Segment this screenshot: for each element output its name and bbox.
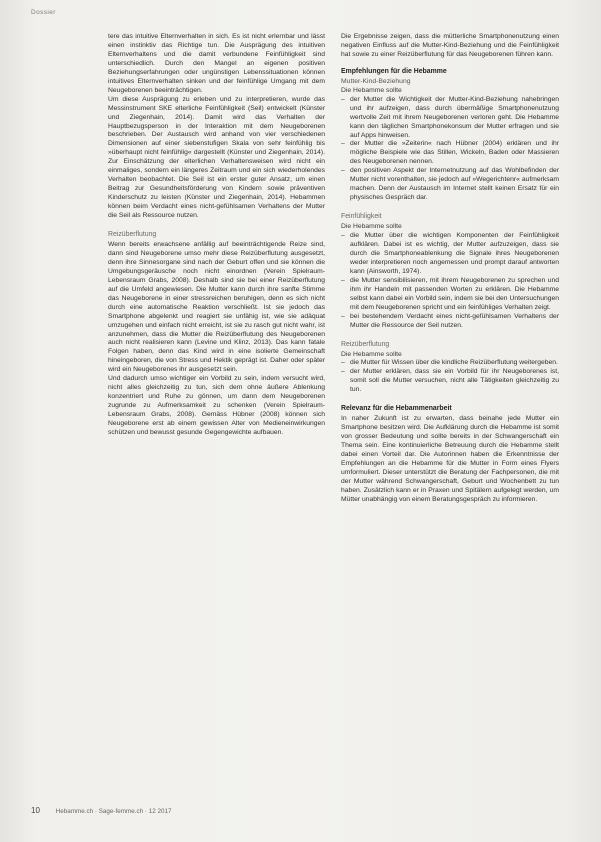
body-paragraph: Um diese Ausprägung zu erleben und zu interpretieren, wurde das Messinstrument SKE elterliche Feinfühligkeit (Seil) entwickelt (Künster und Ziegenhain, 2014). Damit wird das Verhalten der Hauptbezugsperson in der Interaktion mit dem Neugeborenen beschrieben. Der Austausch wird anhand von vier verschiedenen Dimensionen auf einer siebenstufigen Skala von sehr feinfühlig bis »überhaupt nicht feinfühlig« dargestellt (Künster und Ziegenhain, 2014). Zur Einschätzung der elterlichen Verhaltensweisen wird nicht ein einmaliges, sondern ein längeres Zeitraum und ein sich wiederholendes Verhalten beobachtet. Die Seil ist ein erster guter Ansatz, um einen Beitrag zur Gesundheitsförderung von Kindern sowie präventiven Kinderschutz zu leisten (Künster und Ziegenhain, 2014). Hebammen können beim Verdacht eines nicht-gefühlsamen Verhaltens der Mutter die Seil als Ressource nutzen. — [108, 95, 325, 220]
relevance-heading: Relevanz für die Hebammenarbeit — [341, 405, 452, 413]
lead-line: Die Hebamme sollte — [341, 223, 402, 231]
list-item: – die Mutter für Wissen über die kindliche Reizüberflutung weitergeben. — [341, 359, 559, 368]
list-item: – die Mutter sensibilisieren, mit ihrem Neugeborenen zu sprechen und ihm ihr Handeln mit passenden Worten zu erklären. Die Hebamme selbst kann dabei ein Vorbild sein, indem sie bei den Untersuchungen mit dem Neugeborenen spricht und ein feinfühliges Verhalten zeigt. — [341, 277, 559, 313]
recommendations-heading: Empfehlungen für die Hebamme — [341, 67, 447, 75]
page-number: 10 — [31, 806, 40, 815]
intro-paragraph: Die Ergebnisse zeigen, dass die mütterliche Smartphonenutzung einen negativen Einfluss auf die Mutter-Kind-Beziehung und die Feinfühligkeit hat sowie zu einer Reizüberflutung für das Neugeborenen führen kann. — [341, 33, 559, 58]
left-column — [108, 33, 325, 438]
body-paragraph: tere das intuitive Elternverhalten in sich. Es ist nicht erlernbar und lässt einen instinktiv das Richtige tun. Die Ausprägung des intuitiven Elternverhaltens und die damit verbundene Feinfühligkeit sind unterschiedlich. Durch den Mangel an eigenen positiven Beziehungserfahrungen oder ungünstigen Lebenssituationen können intuitives Elternverhalten sinken und der feinfühlige Umgang mit dem Neugeborenen beeinträchtigen. — [108, 33, 325, 94]
body-paragraph: Wenn bereits erwachsene anfällig auf beeinträchtigende Reize sind, dann sind Neugeborene umso mehr diese Reizüberflutung ausgesetzt, denn ihre Sinnesorgane sind nach der Geburt offen und sie können die Umgebungsgeräusche noch nicht einordnen (Verein Spielraum-Lebensraum Grabs, 2008). Deshalb sind sie bei einer Reizüberflutung auf die Umfeld angewiesen. Die Mutter kann durch ihre sanfte Stimme das Neugeborene in einer stressreichen beruhigen, denn es sich nicht durch eine automatische Reaktion verschließt. Ist sie jedoch das Smartphone abgelenkt und reagiert sie unfähig ist, wie sie adäquat umzugehen und einfach nicht erreicht, ist sie zu rasch gut nicht wahr, ist anzunehmen, dass die Mutter die Reizüberflutung des Neugeborenen auch nicht realisieren kann (Levine und Klinz, 2013). Das kann fatale Folgen haben, denn das Kind wird in eine isolierte Gemeinschaft hineingeboren, die von Stress und Hektik geprägt ist. Daher oder später wird ein Neugeborenes ihr ausgesetzt sein. — [108, 240, 325, 374]
publication-line: Hebamme.ch · Sage-femme.ch · 12 2017 — [55, 808, 172, 815]
list-item: – bei bestehendem Verdacht eines nicht-gefühlsamen Verhaltens der Mutter die Ressource der Seil nutzen. — [341, 313, 559, 331]
section-label: Dossier — [31, 9, 56, 16]
list-item: – der Mutter erklären, dass sie ein Vorbild für ihr Neugeborenes ist, somit soll die Mutter versuchen, nicht alle Tätigkeiten gleichzeitig zu tun. — [341, 368, 559, 395]
subheading-reizueberflutung: Reizüberflutung — [108, 231, 157, 239]
lead-line: Die Hebamme sollte — [341, 86, 402, 94]
list-item: – der Mutter die »Zeiterin« nach Hübner (2004) erklären und ihr mögliche Beispiele wie das Stillen, Wickeln, Baden oder Massieren des Neugeborenen nennen. — [341, 140, 559, 167]
recommendation-list — [341, 232, 559, 330]
subheading-mutter-kind: Mutter-Kind-Beziehung — [341, 77, 411, 85]
recommendation-list — [341, 359, 559, 395]
list-item: – der Mutter die Wichtigkeit der Mutter-Kind-Beziehung nahebringen und ihr aufzeigen, dass durch übermäßige Smartphonenutzung wertvolle Zeit mit ihrem Neugeborenen verloren geht. Die Hebamme kann den täglichen Smartphonekonsum der Mutter erfragen und sie auf Apps hinweisen. — [341, 96, 559, 141]
right-column — [341, 33, 559, 505]
list-item: – den positiven Aspekt der Internetnutzung auf das Wohlbefinden der Mutter nicht vorenthalten, sie jedoch auf »Wegerichtenr« aufmerksam machen. Denn der Austausch im Internet stellt keinen Ersatz für ein physisches Gespräch dar. — [341, 167, 559, 203]
body-paragraph: Und dadurch umso wichtiger ein Vorbild zu sein, indem versucht wird, nicht alles gleichzeitig zu tun, sich dem ohne äußere Ablenkung konzentriert und Ruhe zu gönnen, um dann dem Neugeborenen zugrunde zu Aufmerksamkeit zu schenken (Verein Spielraum-Lebensraum Grabs, 2008). Gemäss Hübner (2008) können sich Neugeborene erst ab einem gewissen Alter von Medieneinwirkungen schützen und bewusst gesunde Gegengewichte aufbauen. — [108, 375, 325, 436]
page-footer — [31, 806, 172, 815]
subheading-reizueberflutung: Reizüberflutung — [341, 340, 390, 348]
subheading-feinfuehligkeit: Feinfühligkeit — [341, 213, 382, 221]
list-item: – die Mutter über die wichtigen Komponenten der Feinfühligkeit aufklären. Dabei ist es wichtig, der Mutter aufzuzeigen, dass sie durch die Smartphoneablenkung die Signale ihres Neugeborenen weder interpretieren noch angemessen und prompt darauf antworten kann (Ainsworth, 1974). — [341, 232, 559, 277]
closing-paragraph: In naher Zukunft ist zu erwarten, dass beinahe jede Mutter ein Smartphone besitzen wird. Die Aufklärung durch die Hebamme ist somit von grosser Bedeutung und sollte bereits in der Schwangerschaft ein Thema sein. Eine kontinuierliche Betreuung durch die Hebamme stellt dabei einen Vorteil dar. Die Autorinnen haben die Erkenntnisse der Empfehlungen an die Hebamme für die Mutter in Form eines Flyers umformuliert. Dieser unterstützt die Beratung der Fachpersonen, die mit der Mutter während Schwangerschaft, Geburt und Wochenbett zu tun haben. Zusätzlich kann er in Praxen und Spitälern aufgelegt werden, um Mütter unabhängig von einem Beratungsgespräch zu informieren. — [341, 415, 559, 503]
recommendation-list — [341, 96, 559, 203]
lead-line: Die Hebamme sollte — [341, 350, 402, 358]
